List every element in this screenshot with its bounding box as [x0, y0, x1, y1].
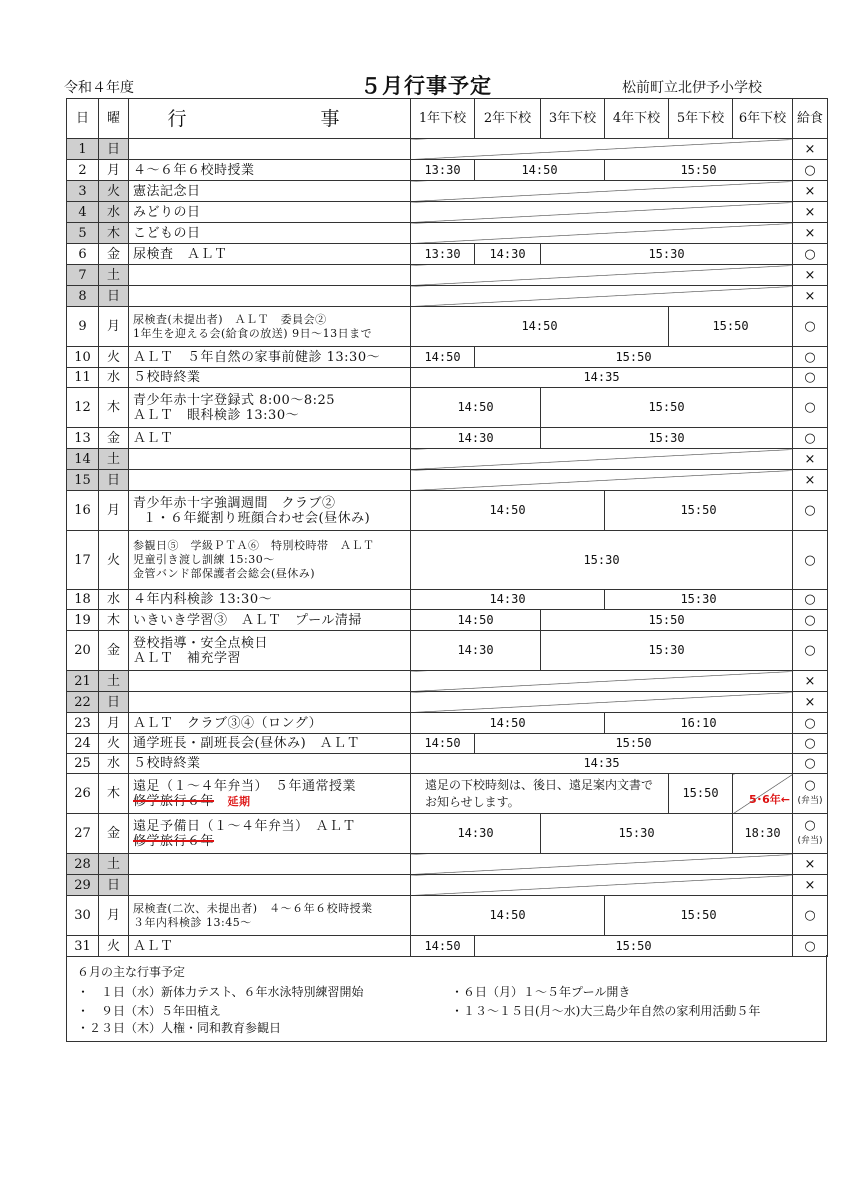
postponed-mark: 延期	[227, 794, 251, 808]
table-row	[67, 223, 828, 244]
event-cell: ＡＬＴ クラブ③④（ロング）	[129, 713, 411, 734]
time-cell: 16:10	[605, 713, 793, 734]
event-line-cancelled: 修学旅行６年	[133, 833, 215, 849]
meal-cell: ×	[793, 470, 828, 491]
event-cell	[129, 265, 411, 286]
time-cell: 14:30	[411, 814, 541, 854]
table-row	[67, 202, 828, 223]
no-school-slash	[411, 223, 793, 244]
table-row	[67, 692, 828, 713]
arrow-icon: ←	[780, 793, 790, 806]
table-row	[67, 610, 828, 631]
time-cell: 15:50	[475, 734, 793, 754]
weekday-cell: 金	[99, 814, 129, 854]
table-row	[67, 428, 828, 449]
table-row	[67, 139, 828, 160]
table-row	[67, 160, 828, 181]
meal-cell: ○	[793, 388, 828, 428]
time-cell: 15:50	[669, 307, 793, 347]
time-cell: 14:50	[475, 160, 605, 181]
col-day: 日	[67, 99, 99, 139]
meal-cell	[793, 774, 828, 814]
table-row	[67, 531, 828, 590]
page-title: ５月行事予定	[360, 74, 492, 98]
table-row	[67, 774, 828, 814]
note-item: ・１３～１５日(月～水)大三島少年自然の家利用活動５年	[451, 1004, 761, 1018]
time-cell: 15:50	[605, 160, 793, 181]
weekday-cell: 月	[99, 491, 129, 531]
time-cell: 14:30	[411, 428, 541, 449]
meal-cell: ○	[793, 428, 828, 449]
table-row	[67, 286, 828, 307]
weekday-cell: 日	[99, 286, 129, 307]
col-meal: 給食	[793, 99, 828, 139]
no-school-slash	[411, 875, 793, 896]
day-cell: 20	[67, 631, 99, 671]
weekday-cell: 土	[99, 265, 129, 286]
event-cell	[129, 631, 411, 671]
time-cell: 14:50	[411, 388, 541, 428]
time-cell: 15:30	[541, 631, 793, 671]
time-cell: 13:30	[411, 244, 475, 265]
day-cell: 6	[67, 244, 99, 265]
event-cell: ５校時終業	[129, 368, 411, 388]
day-cell: 21	[67, 671, 99, 692]
table-row	[67, 449, 828, 470]
meal-cell: ○	[793, 160, 828, 181]
june-events-box	[66, 955, 827, 1042]
weekday-cell: 月	[99, 713, 129, 734]
bento-note: (弁当)	[797, 836, 823, 846]
meal-cell: ○	[793, 590, 828, 610]
event-cell	[129, 139, 411, 160]
time-cell: 15:50	[605, 896, 793, 936]
time-cell: 14:30	[475, 244, 541, 265]
weekday-cell: 火	[99, 531, 129, 590]
day-cell: 25	[67, 754, 99, 774]
meal-cell: ○	[793, 754, 828, 774]
meal-cell: ○	[793, 713, 828, 734]
time-cell: 13:30	[411, 160, 475, 181]
day-cell: 11	[67, 368, 99, 388]
meal-cell: ○	[793, 631, 828, 671]
meal-cell: ○	[793, 244, 828, 265]
meal-cell: ○	[793, 531, 828, 590]
event-cell: ４年内科検診 13:30～	[129, 590, 411, 610]
table-row	[67, 265, 828, 286]
time-cell: 14:50	[411, 610, 541, 631]
table-row	[67, 590, 828, 610]
note-item: ・６日（月）１～５年プール開き	[451, 985, 631, 999]
note-item: ・ １日（水）新体力テスト、６年水泳特別練習開始	[77, 985, 364, 999]
table-row	[67, 713, 828, 734]
day-cell: 2	[67, 160, 99, 181]
event-line: 1年生を迎える会(給食の放送) 9日～13日まで	[133, 326, 373, 340]
event-line: 遠足予備日（１～４年弁当） ＡＬＴ	[133, 818, 357, 834]
event-line: ３年内科検診 13:45～	[133, 915, 252, 929]
weekday-cell: 金	[99, 428, 129, 449]
header-row	[67, 99, 828, 139]
meal-mark: ○	[804, 778, 816, 793]
table-row	[67, 368, 828, 388]
table-row	[67, 181, 828, 202]
col-g3: 3年下校	[541, 99, 605, 139]
time-cell: 14:35	[411, 754, 793, 774]
meal-cell: ○	[793, 347, 828, 368]
meal-cell: ○	[793, 896, 828, 936]
weekday-cell: 日	[99, 470, 129, 491]
time-cell: 14:50	[411, 347, 475, 368]
day-cell: 15	[67, 470, 99, 491]
event-cell: ＡＬＴ	[129, 936, 411, 957]
schedule-table	[66, 98, 828, 957]
no-school-slash	[411, 286, 793, 307]
event-line: 児童引き渡し訓練 15:30～	[133, 553, 275, 566]
note-item: ・２３日（木）人権・同和教育参観日	[77, 1021, 282, 1035]
meal-cell: ×	[793, 202, 828, 223]
meal-cell: ○	[793, 734, 828, 754]
event-cell	[129, 388, 411, 428]
weekday-cell: 水	[99, 590, 129, 610]
meal-mark: ○	[804, 818, 816, 833]
day-cell: 23	[67, 713, 99, 734]
table-row	[67, 814, 828, 854]
table-row	[67, 491, 828, 531]
weekday-cell: 水	[99, 754, 129, 774]
col-g4: 4年下校	[605, 99, 669, 139]
weekday-cell: 金	[99, 244, 129, 265]
day-cell: 10	[67, 347, 99, 368]
day-cell: 4	[67, 202, 99, 223]
meal-cell: ○	[793, 491, 828, 531]
meal-cell: ×	[793, 875, 828, 896]
day-cell: 28	[67, 854, 99, 875]
no-school-slash	[411, 449, 793, 470]
table-row	[67, 671, 828, 692]
day-cell: 12	[67, 388, 99, 428]
time-cell: 15:50	[605, 491, 793, 531]
table-row	[67, 875, 828, 896]
event-line: 登校指導・安全点検日	[133, 635, 269, 651]
event-cell	[129, 692, 411, 713]
time-cell: 15:30	[411, 531, 793, 590]
meal-cell: ×	[793, 286, 828, 307]
event-cell	[129, 307, 411, 347]
weekday-cell: 日	[99, 875, 129, 896]
meal-cell: ○	[793, 368, 828, 388]
event-cell	[129, 774, 411, 814]
meal-cell: ×	[793, 854, 828, 875]
time-cell: 15:50	[475, 936, 793, 957]
event-line: 参観日⑤ 学級ＰＴＡ⑥ 特別校時帯 ＡＬＴ	[133, 539, 375, 552]
event-line: 青少年赤十字登録式 8:00～8:25	[133, 392, 336, 408]
day-cell: 16	[67, 491, 99, 531]
weekday-cell: 火	[99, 936, 129, 957]
event-line: ＡＬＴ 補充学習	[133, 650, 242, 666]
day-cell: 7	[67, 265, 99, 286]
no-school-slash	[411, 692, 793, 713]
weekday-cell: 日	[99, 139, 129, 160]
weekday-cell: 木	[99, 610, 129, 631]
day-cell: 3	[67, 181, 99, 202]
grade56-cell	[733, 774, 793, 814]
day-cell: 9	[67, 307, 99, 347]
event-line: １・６年縦割り班顔合わせ会(昼休み)	[143, 510, 371, 526]
weekday-cell: 月	[99, 307, 129, 347]
event-cell	[129, 671, 411, 692]
day-cell: 29	[67, 875, 99, 896]
day-cell: 24	[67, 734, 99, 754]
no-school-slash	[411, 470, 793, 491]
event-cell: ＡＬＴ ５年自然の家事前健診 13:30～	[129, 347, 411, 368]
day-cell: 13	[67, 428, 99, 449]
weekday-cell: 木	[99, 388, 129, 428]
table-row	[67, 854, 828, 875]
event-cell	[129, 449, 411, 470]
time-cell: 15:50	[541, 610, 793, 631]
time-cell: 14:30	[411, 631, 541, 671]
time-cell: 14:35	[411, 368, 793, 388]
event-cell: ５校時終業	[129, 754, 411, 774]
day-cell: 31	[67, 936, 99, 957]
memo-cell: 遠足の下校時刻は、後日、遠足案内文書でお知らせします。	[411, 774, 669, 814]
weekday-cell: 木	[99, 774, 129, 814]
event-line: 遠足（１～４年弁当） ５年通常授業	[133, 778, 357, 794]
no-school-slash	[411, 202, 793, 223]
weekday-cell: 火	[99, 347, 129, 368]
col-g5: 5年下校	[669, 99, 733, 139]
time-cell: 15:30	[541, 814, 733, 854]
meal-cell	[793, 814, 828, 854]
no-school-slash	[411, 181, 793, 202]
time-cell: 15:30	[605, 590, 793, 610]
meal-cell: ×	[793, 671, 828, 692]
meal-cell: ×	[793, 692, 828, 713]
event-cell: ＡＬＴ	[129, 428, 411, 449]
day-cell: 26	[67, 774, 99, 814]
event-line: 尿検査(未提出者) ＡＬＴ 委員会②	[133, 312, 327, 326]
event-cell	[129, 470, 411, 491]
table-row	[67, 307, 828, 347]
no-school-slash	[411, 139, 793, 160]
table-row	[67, 754, 828, 774]
event-cell	[129, 896, 411, 936]
no-school-slash	[411, 671, 793, 692]
event-cell	[129, 491, 411, 531]
weekday-cell: 水	[99, 202, 129, 223]
weekday-cell: 水	[99, 368, 129, 388]
event-line: 青少年赤十字強調週間 クラブ②	[133, 495, 336, 511]
event-cell	[129, 286, 411, 307]
meal-cell: ×	[793, 181, 828, 202]
weekday-cell: 月	[99, 160, 129, 181]
no-school-slash	[411, 265, 793, 286]
day-cell: 17	[67, 531, 99, 590]
table-row	[67, 896, 828, 936]
table-row	[67, 734, 828, 754]
time-cell: 14:50	[411, 307, 669, 347]
time-cell: 14:50	[411, 734, 475, 754]
note-item: ・ ９日（木）５年田植え	[77, 1004, 222, 1018]
day-cell: 5	[67, 223, 99, 244]
no-school-slash	[411, 854, 793, 875]
weekday-cell: 月	[99, 896, 129, 936]
meal-cell: ○	[793, 610, 828, 631]
event-line: 金管バンド部保護者会総会(昼休み)	[133, 567, 316, 580]
weekday-cell: 日	[99, 692, 129, 713]
event-cell: こどもの日	[129, 223, 411, 244]
table-row	[67, 347, 828, 368]
time-cell: 14:50	[411, 936, 475, 957]
weekday-cell: 土	[99, 671, 129, 692]
day-cell: 19	[67, 610, 99, 631]
weekday-cell: 火	[99, 734, 129, 754]
time-cell: 14:30	[411, 590, 605, 610]
meal-cell: ×	[793, 139, 828, 160]
event-cell	[129, 531, 411, 590]
time-cell: 15:30	[541, 428, 793, 449]
meal-cell: ×	[793, 223, 828, 244]
weekday-cell: 火	[99, 181, 129, 202]
bento-note: (弁当)	[797, 796, 823, 806]
event-line-cancelled: 修学旅行６年	[133, 793, 215, 809]
event-cell: 憲法記念日	[129, 181, 411, 202]
col-weekday: 曜	[99, 99, 129, 139]
table-row	[67, 470, 828, 491]
col-g6: 6年下校	[733, 99, 793, 139]
col-g2: 2年下校	[475, 99, 541, 139]
event-cell: 通学班長・副班長会(昼休み) ＡＬＴ	[129, 734, 411, 754]
day-cell: 18	[67, 590, 99, 610]
event-line: ＡＬＴ 眼科検診 13:30～	[133, 407, 300, 423]
event-cell	[129, 875, 411, 896]
notes-title: ６月の主な行事予定	[77, 965, 186, 979]
col-event: 行 事	[129, 99, 411, 139]
time-cell: 14:50	[411, 491, 605, 531]
table-row	[67, 631, 828, 671]
meal-cell: ○	[793, 936, 828, 957]
time-cell: 15:50	[475, 347, 793, 368]
weekday-cell: 金	[99, 631, 129, 671]
event-cell: ４～６年６校時授業	[129, 160, 411, 181]
day-cell: 22	[67, 692, 99, 713]
event-cell	[129, 854, 411, 875]
time-cell: 14:50	[411, 713, 605, 734]
meal-cell: ○	[793, 307, 828, 347]
meal-cell: ×	[793, 449, 828, 470]
col-g1: 1年下校	[411, 99, 475, 139]
weekday-cell: 土	[99, 449, 129, 470]
time-cell: 15:30	[541, 244, 793, 265]
time-cell: 14:50	[411, 896, 605, 936]
event-line: 尿検査(二次、未提出者) ４～６年６校時授業	[133, 901, 373, 915]
school-name: 松前町立北伊予小学校	[622, 80, 762, 96]
day-cell: 8	[67, 286, 99, 307]
event-cell	[129, 814, 411, 854]
day-cell: 14	[67, 449, 99, 470]
time-cell: 15:50	[541, 388, 793, 428]
event-cell: みどりの日	[129, 202, 411, 223]
day-cell: 30	[67, 896, 99, 936]
fiscal-year: 令和４年度	[64, 80, 134, 96]
time-cell: 15:50	[669, 774, 733, 814]
day-cell: 27	[67, 814, 99, 854]
table-row	[67, 388, 828, 428]
event-cell: いきいき学習③ ＡＬＴ プール清掃	[129, 610, 411, 631]
day-cell: 1	[67, 139, 99, 160]
weekday-cell: 木	[99, 223, 129, 244]
table-row	[67, 244, 828, 265]
weekday-cell: 土	[99, 854, 129, 875]
event-cell: 尿検査 ＡＬＴ	[129, 244, 411, 265]
time-cell: 18:30	[733, 814, 793, 854]
grade56-label: 5･6年	[748, 793, 781, 806]
meal-cell: ×	[793, 265, 828, 286]
table-row	[67, 936, 828, 957]
